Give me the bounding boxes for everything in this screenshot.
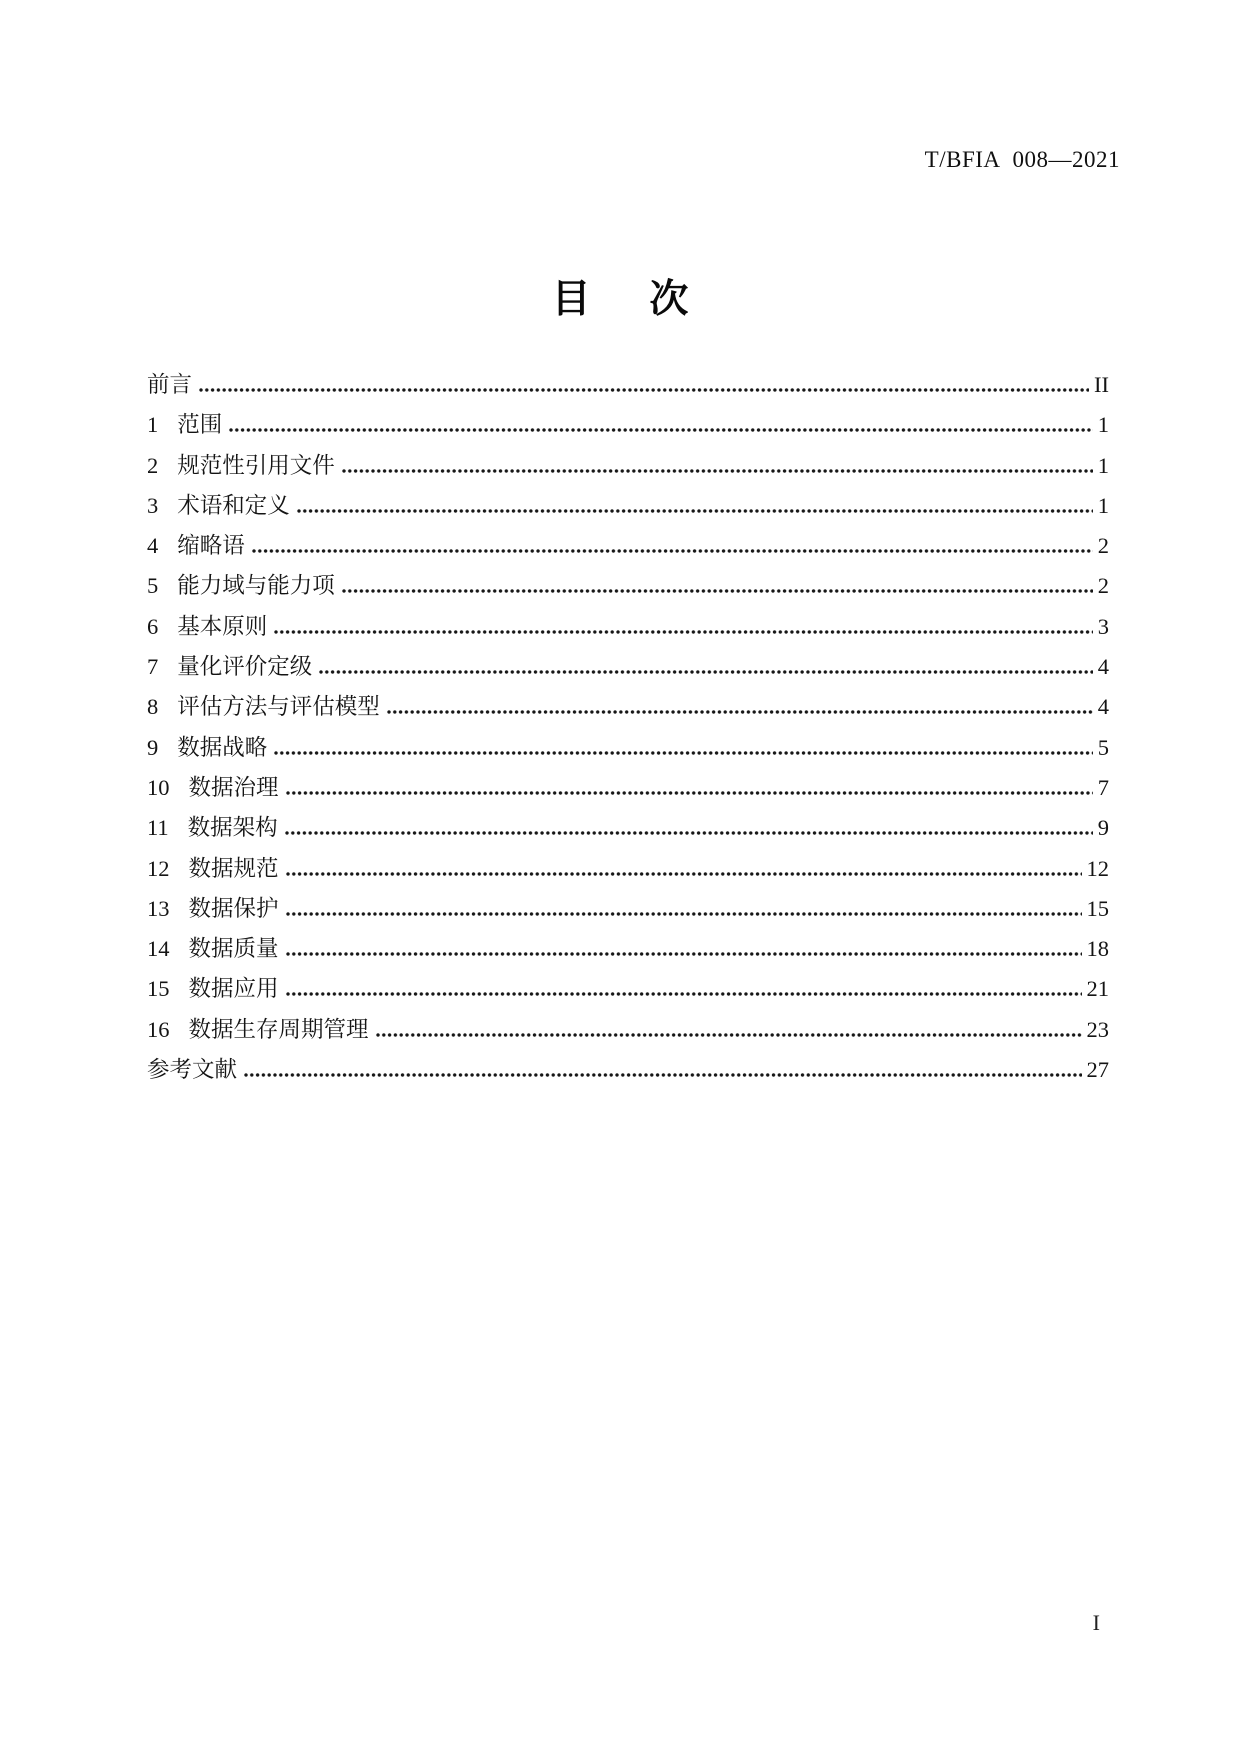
- toc-entry: [147, 808, 1109, 848]
- toc-entry-number: 9: [147, 734, 159, 760]
- toc-entry-page: 23: [1086, 1016, 1109, 1042]
- toc-entry-page: 1: [1097, 492, 1109, 518]
- toc-entry-title: 范围: [177, 412, 223, 438]
- toc-entry-title: 缩略语: [177, 533, 245, 559]
- toc-entry-page: 27: [1086, 1057, 1109, 1083]
- toc-entry: [147, 486, 1109, 526]
- toc-entry: [147, 566, 1109, 606]
- toc-entry: [147, 969, 1109, 1009]
- toc-entry-page: 18: [1086, 936, 1109, 962]
- toc-entry-number: 10: [147, 774, 170, 800]
- toc-leader-dots: [229, 428, 1092, 432]
- toc-entry-title: 数据保护: [188, 895, 279, 921]
- toc-leader-dots: [342, 589, 1093, 593]
- toc-entry-title: 数据规范: [188, 855, 279, 881]
- toc-entry-number: 1: [147, 412, 159, 438]
- toc-entry-title: 前言: [147, 372, 193, 397]
- toc-entry: [147, 728, 1109, 768]
- toc-leader-dots: [274, 751, 1092, 755]
- toc-leader-dots: [252, 549, 1093, 553]
- toc-entry-page: 5: [1097, 734, 1109, 760]
- toc-leader-dots: [286, 992, 1082, 996]
- toc-leader-dots: [244, 1073, 1081, 1077]
- toc-leader-dots: [286, 952, 1082, 956]
- toc-leader-dots: [387, 710, 1093, 714]
- toc-entry-page: 15: [1086, 895, 1109, 921]
- toc-entry-number: 16: [147, 1016, 170, 1042]
- toc-entry-title: 基本原则: [177, 613, 268, 639]
- toc-leader-dots: [274, 630, 1092, 634]
- toc-leader-dots: [199, 388, 1089, 392]
- toc-entry-title: 数据架构: [187, 815, 278, 841]
- toc-entry-number: 11: [147, 815, 169, 841]
- toc-leader-dots: [342, 469, 1093, 473]
- toc-entry-title: 术语和定义: [177, 492, 290, 518]
- toc-leader-dots: [286, 912, 1082, 916]
- standard-code: T/BFIA 008—2021: [924, 147, 1120, 172]
- toc-entry-number: 15: [147, 976, 170, 1002]
- toc-leader-dots: [285, 831, 1093, 835]
- toc-entry-page: 3: [1097, 613, 1109, 639]
- toc-entry-page: 1: [1097, 452, 1109, 478]
- toc-entry-page: 2: [1097, 573, 1109, 599]
- toc-entry: [147, 526, 1109, 566]
- toc-entry-number: 8: [147, 694, 159, 720]
- toc-entry-number: 7: [147, 654, 159, 680]
- toc-entry: [147, 1050, 1109, 1090]
- toc-entry-page: 2: [1097, 533, 1109, 559]
- toc-entry-number: 5: [147, 573, 159, 599]
- toc-entry-title: 量化评价定级: [177, 654, 313, 680]
- toc-entry-page: 12: [1086, 855, 1109, 881]
- toc-entry-title: 数据质量: [188, 936, 279, 962]
- toc-entry-number: 13: [147, 895, 170, 921]
- toc-entry-title: 评估方法与评估模型: [177, 694, 380, 720]
- toc-entry: [147, 849, 1109, 889]
- toc-entry: [147, 768, 1109, 808]
- toc-entry-title: 规范性引用文件: [177, 452, 335, 478]
- toc-entry: [147, 1010, 1109, 1050]
- toc-entry-number: 6: [147, 613, 159, 639]
- toc-entry-page: 1: [1097, 412, 1109, 438]
- toc-entry: [147, 687, 1109, 727]
- toc-entry-number: 4: [147, 533, 159, 559]
- toc-list: [147, 365, 1109, 1090]
- toc-leader-dots: [319, 670, 1092, 674]
- toc-entry: [147, 929, 1109, 969]
- toc-entry-page: 4: [1097, 694, 1109, 720]
- toc-entry: [147, 405, 1109, 445]
- toc-entry: [147, 446, 1109, 486]
- toc-entry: [147, 647, 1109, 687]
- toc-entry: [147, 607, 1109, 647]
- toc-entry-page: 7: [1097, 774, 1109, 800]
- toc-entry-page: 21: [1086, 976, 1109, 1002]
- footer-page-number: I: [1092, 1610, 1100, 1635]
- toc-entry-page: 9: [1097, 815, 1109, 841]
- toc-entry-title: 数据战略: [177, 734, 268, 760]
- toc-entry-number: 3: [147, 492, 159, 518]
- toc-entry-title: 数据治理: [188, 774, 279, 800]
- toc-entry-page: 4: [1097, 654, 1109, 680]
- toc-entry-number: 2: [147, 452, 159, 478]
- toc-leader-dots: [376, 1033, 1082, 1037]
- page-title: 目 次: [551, 278, 689, 321]
- toc-entry: [147, 365, 1109, 405]
- toc-entry-title: 数据生存周期管理: [188, 1016, 369, 1042]
- toc-leader-dots: [286, 791, 1093, 795]
- toc-leader-dots: [297, 509, 1093, 513]
- toc-entry-number: 12: [147, 855, 170, 881]
- toc-entry: [147, 889, 1109, 929]
- toc-leader-dots: [286, 872, 1082, 876]
- toc-entry-number: 14: [147, 936, 170, 962]
- toc-entry-page: II: [1094, 372, 1109, 397]
- toc-entry-title: 能力域与能力项: [177, 573, 335, 599]
- toc-entry-title: 数据应用: [188, 976, 279, 1002]
- toc-entry-title: 参考文献: [147, 1057, 238, 1083]
